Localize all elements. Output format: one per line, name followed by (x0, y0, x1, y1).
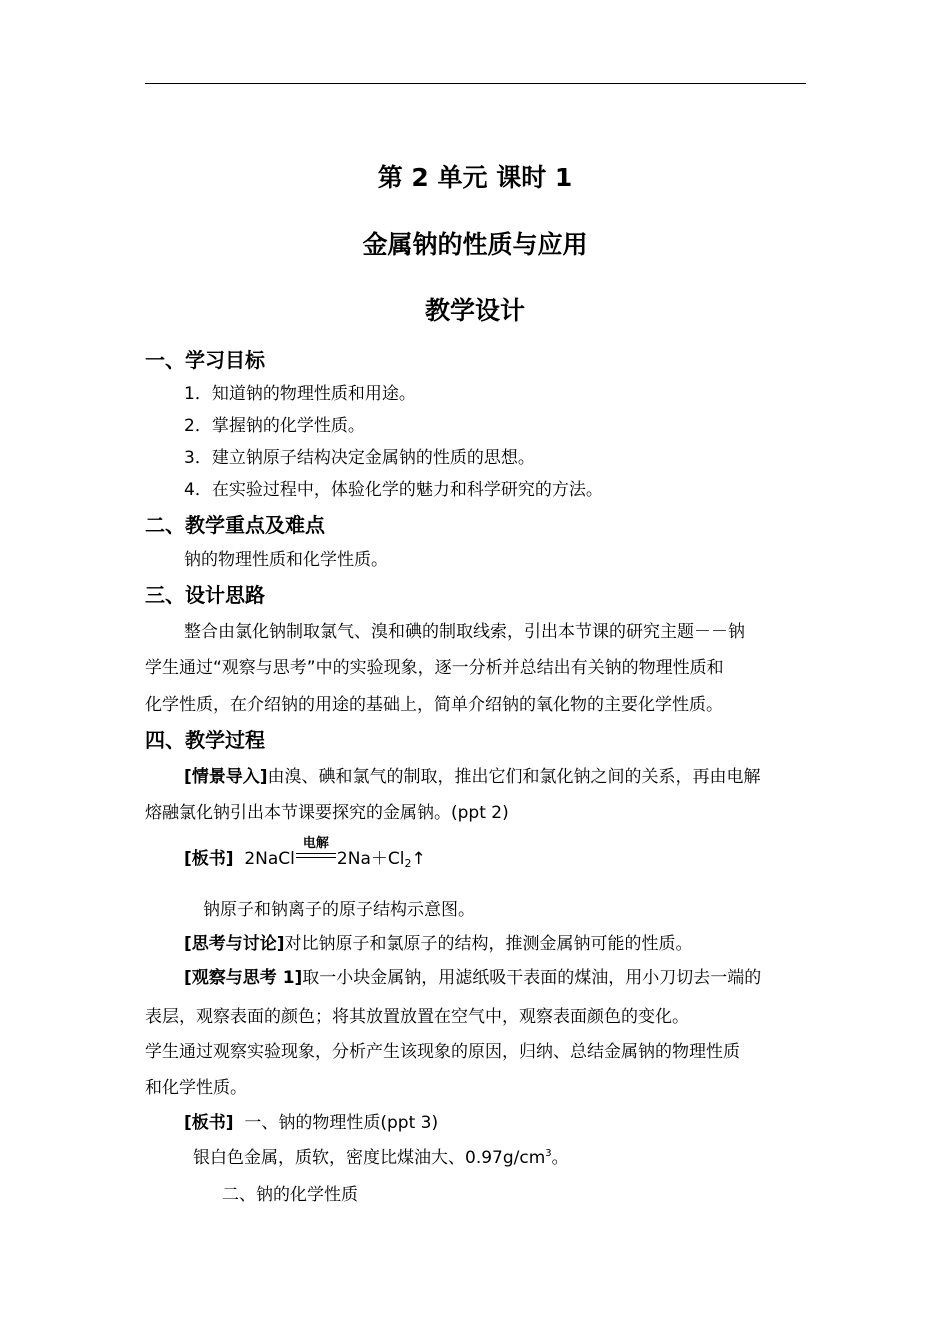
board-tag: [板书] (184, 849, 234, 869)
diagram-line: 钠原子和钠离子的原子结构示意图。 (203, 900, 475, 920)
key-points-text: 钠的物理性质和化学性质。 (184, 550, 388, 570)
objective-item: 4．在实验过程中，体验化学的魅力和科学研究的方法。 (184, 480, 603, 500)
student-line: 学生通过观察实验现象，分析产生该现象的原因，归纳、总结金属钠的物理性质 (145, 1042, 740, 1062)
design-paragraph-line: 化学性质，在介绍钠的用途的基础上，简单介绍钠的氧化物的主要化学性质。 (145, 695, 723, 715)
gas-arrow: ↑ (411, 849, 426, 869)
board2-tag: [板书] (184, 1113, 234, 1133)
student-line-2: 和化学性质。 (145, 1078, 247, 1098)
equation-condition: 电解 (302, 836, 329, 851)
objective-item: 1．知道钠的物理性质和用途。 (184, 384, 416, 404)
equation-products: 2Na＋Cl (336, 849, 405, 869)
discuss-tag: [思考与讨论] (184, 934, 285, 954)
unit-superscript: 3 (545, 1148, 552, 1159)
section-heading-design: 三、设计思路 (145, 583, 265, 607)
objective-item: 3．建立钠原子结构决定金属钠的性质的思想。 (184, 448, 535, 468)
physical-properties-end: 。 (551, 1148, 569, 1168)
design-paragraph-line: 学生通过“观察与思考”中的实验现象，逐一分析并总结出有关钠的物理性质和 (145, 658, 724, 678)
physical-properties-line (193, 1143, 569, 1168)
doc-title-design: 教学设计 (424, 296, 525, 325)
board-equation (184, 836, 426, 870)
section-heading-objectives: 一、学习目标 (145, 348, 265, 372)
physical-properties-text: 银白色金属，质软，密度比煤油大、0.97g/cm (193, 1148, 546, 1168)
equation-subscript: 2 (404, 857, 412, 870)
intro-tag: [情景导入] (184, 767, 268, 787)
electrolysis-sign (296, 836, 336, 864)
equation-reactant: 2NaCl (244, 849, 295, 869)
observe-text: 取一小块金属钠，用滤纸吸干表面的煤油，用小刀切去一端的 (302, 968, 762, 988)
objective-item: 2．掌握钠的化学性质。 (184, 416, 365, 436)
intro-line-2: 熔融氯化钠引出本节课要探究的金属钠。(ppt 2) (145, 803, 509, 823)
section-heading-key-points: 二、教学重点及难点 (145, 513, 325, 537)
intro-line (184, 762, 761, 787)
chemical-properties-heading: 二、钠的化学性质 (222, 1185, 358, 1205)
observe-line (184, 963, 761, 988)
discuss-line (184, 929, 693, 954)
doc-title-topic: 金属钠的性质与应用 (362, 230, 588, 259)
discuss-text: 对比钠原子和氯原子的结构，推测金属钠可能的性质。 (284, 934, 693, 954)
doc-title-unit: 第 2 单元 课时 1 (377, 163, 573, 192)
board2-line (184, 1108, 438, 1133)
observe-tag: [观察与思考 1] (184, 968, 303, 988)
design-paragraph-line: 整合由氯化钠制取氯气、溴和碘的制取线索，引出本节课的研究主题－－钠 (184, 622, 745, 642)
header-rule (145, 83, 806, 84)
observe-line-2: 表层，观察表面的颜色；将其放置放置在空气中，观察表面颜色的变化。 (145, 1007, 689, 1027)
section-heading-process: 四、教学过程 (145, 728, 265, 752)
intro-text: 由溴、碘和氯气的制取，推出它们和氯化钠之间的关系，再由电解 (267, 767, 761, 787)
board2-text: 一、钠的物理性质(ppt 3) (244, 1113, 439, 1133)
